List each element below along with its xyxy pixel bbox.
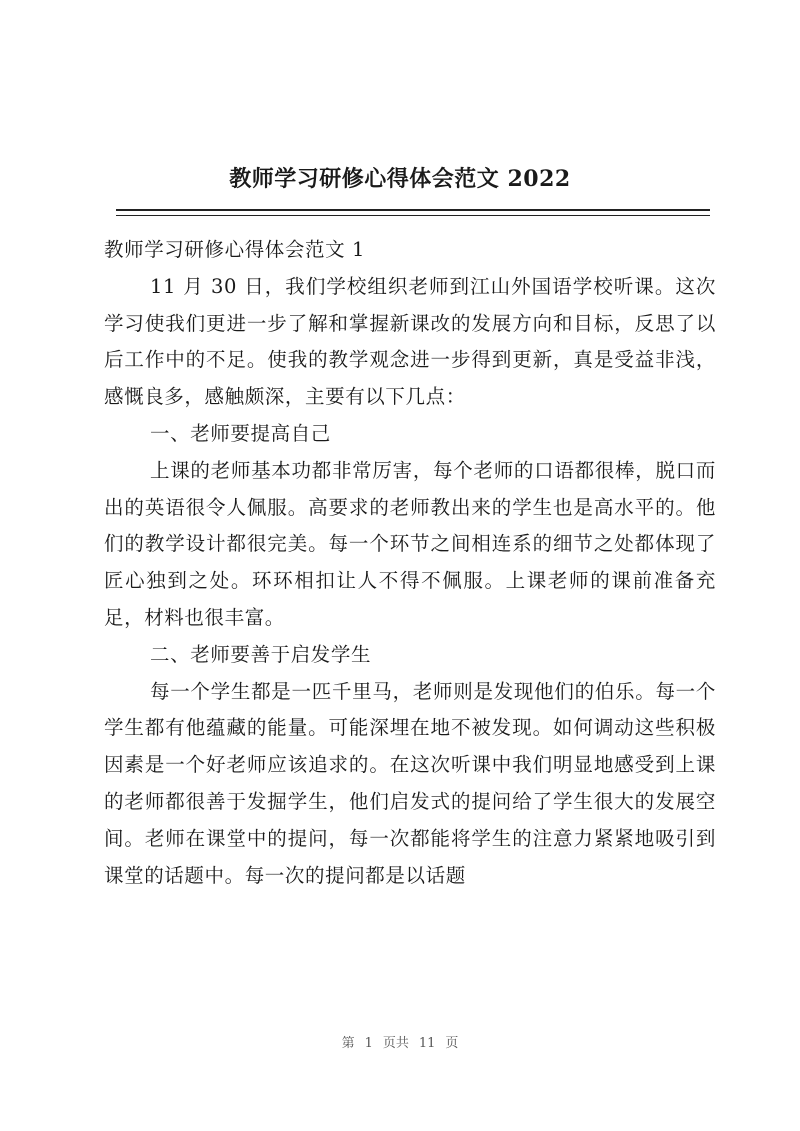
title-divider-thick (116, 209, 710, 211)
footer-total-pages: 11 (418, 1036, 436, 1051)
footer-suffix: 页 (445, 1036, 459, 1051)
footer-middle: 页共 (382, 1036, 409, 1051)
paragraph-point-2: 每一个学生都是一匹千里马，老师则是发现他们的伯乐。每一个学生都有他蕴藏的能量。可能深埋在地不被发现。如何调动这些积极因素是一个好老师应该追求的。在这次听课中我们明显地感受到上课的老师都很善于发掘学生，他们启发式的提问给了学生很大的发展空间。老师在课堂中的提问，每一次都能将学生的注意力紧紧地吸引到课堂的话题中。每一次的提问都是以话题 (104, 679, 716, 887)
footer-current-page: 1 (364, 1036, 373, 1051)
footer-prefix: 第 (341, 1036, 355, 1051)
document-body (104, 232, 716, 894)
paragraph-point-1: 上课的老师基本功都非常厉害，每个老师的口语都很棒，脱口而出的英语很令人佩服。高要求的老师教出来的学生也是高水平的。他们的教学设计都很完美。每一个环节之间相连系的细节之处都体现了匠心独到之处。环环相扣让人不得不佩服。上课老师的课前准备充足，材料也很丰富。 (104, 458, 716, 629)
heading-point-1: 一、老师要提高自己 (150, 421, 331, 445)
heading-point-2: 二、老师要善于启发学生 (150, 642, 372, 666)
section-subtitle: 教师学习研修心得体会范文 1 (104, 238, 366, 261)
title-divider-thin (116, 215, 710, 216)
document-title: 教师学习研修心得体会范文 2022 (229, 166, 571, 192)
paragraph-intro: 11 月 30 日，我们学校组织老师到江山外国语学校听课。这次学习使我们更进一步了解和掌握新课改的发展方向和目标，反思了以后工作中的不足。使我的教学观念进一步得到更新，真是受益非浅，感慨良多，感触颇深，主要有以下几点： (104, 274, 716, 409)
page-footer (0, 1032, 800, 1051)
